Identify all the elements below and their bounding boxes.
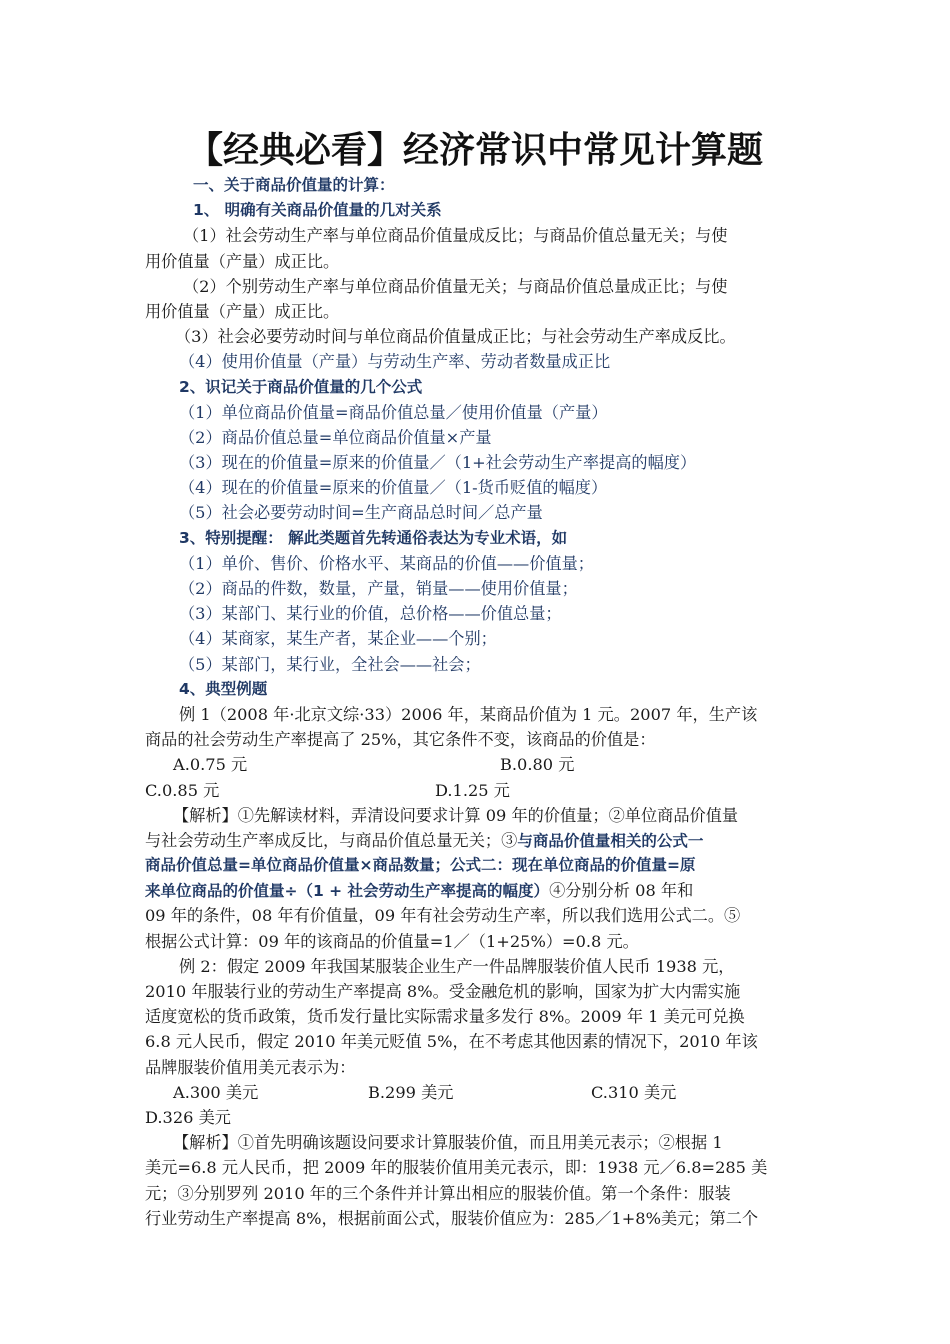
analysis-2-line-1: 【解析】①首先明确该题设问要求计算服装价值，而且用美元表示；②根据 1 bbox=[173, 1133, 723, 1153]
section-heading: 一、关于商品价值量的计算： bbox=[193, 176, 395, 194]
subsection-heading-1: 1、 明确有关商品价值量的几对关系 bbox=[193, 201, 442, 220]
example-2-line-5: 品牌服装价值用美元表示为： bbox=[145, 1057, 356, 1077]
example-2-line-2: 2010 年服装行业的劳动生产率提高 8%。受金融危机的影响，国家为扩大内需实施 bbox=[145, 982, 741, 1001]
relation-item-4: （4）使用价值量（产量）与劳动生产率、劳动者数量成正比 bbox=[179, 352, 611, 372]
option-a: A.0.75 元 bbox=[173, 755, 248, 775]
relation-item-1-line-1: （1）社会劳动生产率与单位商品价值量成反比；与商品价值总量无关；与使 bbox=[183, 226, 728, 246]
formula-2: （2）商品价值总量=单位商品价值量×产量 bbox=[179, 427, 492, 447]
formula-3: （3）现在的价值量=原来的价值量／（1+社会劳动生产率提高的幅度） bbox=[179, 453, 697, 473]
term-3: （3）某部门、某行业的价值，总价格——价值总量； bbox=[179, 604, 562, 624]
option-c: C.0.85 元 bbox=[145, 780, 220, 800]
analysis-2-line-2: 美元=6.8 元人民币，把 2009 年的服装价值用美元表示，即：1938 元／6.8=285 美 bbox=[145, 1158, 768, 1178]
example-1-line-1: 例 1（2008 年·北京文综·33）2006 年，某商品价值为 1 元。2007 年，生产该 bbox=[179, 704, 758, 724]
example-1-options-cd bbox=[145, 778, 810, 803]
formula-5: （5）社会必要劳动时间=生产商品总时间／总产量 bbox=[179, 503, 543, 523]
option-b: B.299 美元 bbox=[368, 1082, 454, 1102]
example-1-options-ab bbox=[145, 752, 810, 777]
option-d: D.1.25 元 bbox=[435, 780, 510, 800]
option-c: C.310 美元 bbox=[591, 1082, 677, 1102]
example-1-line-2: 商品的社会劳动生产率提高了 25%，其它条件不变，该商品的价值是： bbox=[145, 730, 656, 750]
term-1: （1）单价、售价、价格水平、某商品的价值——价值量； bbox=[179, 553, 594, 573]
analysis-1-line-1: 【解析】①先解读材料，弄清设问要求计算 09 年的价值量；②单位商品价值量 bbox=[173, 805, 739, 825]
subsection-heading-4: 4、典型例题 bbox=[179, 679, 268, 698]
analysis-1-line-3: 商品价值总量=单位商品价值量×商品数量；公式二：现在单位商品的价值量=原 bbox=[145, 856, 696, 875]
formula-1: （1）单位商品价值量=商品价值总量／使用价值量（产量） bbox=[179, 402, 608, 422]
analysis-2-line-4: 行业劳动生产率提高 8%，根据前面公式，服装价值应为：285／1+8%美元；第二个 bbox=[145, 1208, 759, 1228]
analysis-1-line-6: 根据公式计算：09 年的该商品的价值量=1／（1+25%）=0.8 元。 bbox=[145, 931, 639, 951]
term-5: （5）某部门，某行业，全社会——社会； bbox=[179, 654, 481, 674]
example-2-line-4: 6.8 元人民币，假定 2010 年美元贬值 5%，在不考虑其他因素的情况下，2010 年该 bbox=[145, 1032, 758, 1052]
page-title: 【经典必看】经济常识中常见计算题 bbox=[186, 130, 763, 171]
subsection-heading-2: 2、识记关于商品价值量的几个公式 bbox=[179, 377, 423, 396]
relation-item-2-line-1: （2）个别劳动生产率与单位商品价值量无关；与商品价值总量成正比；与使 bbox=[183, 276, 728, 296]
analysis-1-text: ④分别分析 08 年和 bbox=[549, 881, 694, 901]
analysis-1-text: 与社会劳动生产率成反比，与商品价值总量无关；③ bbox=[145, 830, 518, 850]
example-2-options-abc bbox=[145, 1080, 810, 1105]
subsection-heading-3: 3、特别提醒： 解此类题首先转通俗表达为专业术语，如 bbox=[179, 528, 568, 547]
example-2-line-1: 例 2：假定 2009 年我国某服装企业生产一件品牌服装价值人民币 1938 元， bbox=[179, 956, 735, 976]
option-a: A.300 美元 bbox=[173, 1082, 259, 1102]
relation-item-1-line-2: 用价值量（产量）成正比。 bbox=[145, 251, 340, 271]
analysis-1-bold: 与商品价值量相关的公式一 bbox=[517, 831, 704, 850]
analysis-1-line-4 bbox=[145, 878, 810, 903]
formula-4: （4）现在的价值量=原来的价值量／（1-货币贬值的幅度） bbox=[179, 478, 608, 498]
term-2: （2）商品的件数，数量，产量，销量——使用价值量； bbox=[179, 579, 578, 598]
analysis-1-bold: 来单位商品的价值量÷（1 + 社会劳动生产率提高的幅度） bbox=[145, 882, 550, 901]
example-2-option-d: D.326 美元 bbox=[145, 1107, 231, 1127]
analysis-2-line-3: 元；③分别罗列 2010 年的三个条件并计算出相应的服装价值。第一个条件：服装 bbox=[145, 1183, 731, 1203]
analysis-1-line-2 bbox=[145, 828, 810, 853]
relation-item-2-line-2: 用价值量（产量）成正比。 bbox=[145, 301, 340, 321]
example-2-line-3: 适度宽松的货币政策，货币发行量比实际需求量多发行 8%。2009 年 1 美元可兑换 bbox=[145, 1007, 745, 1027]
option-b: B.0.80 元 bbox=[500, 755, 575, 775]
relation-item-3: （3）社会必要劳动时间与单位商品价值量成正比；与社会劳动生产率成反比。 bbox=[175, 327, 736, 347]
document-body bbox=[145, 173, 810, 1231]
analysis-1-line-5: 09 年的条件，08 年有价值量，09 年有社会劳动生产率，所以我们选用公式二。⑤ bbox=[145, 906, 741, 926]
term-4: （4）某商家，某生产者，某企业——个别； bbox=[179, 629, 497, 649]
